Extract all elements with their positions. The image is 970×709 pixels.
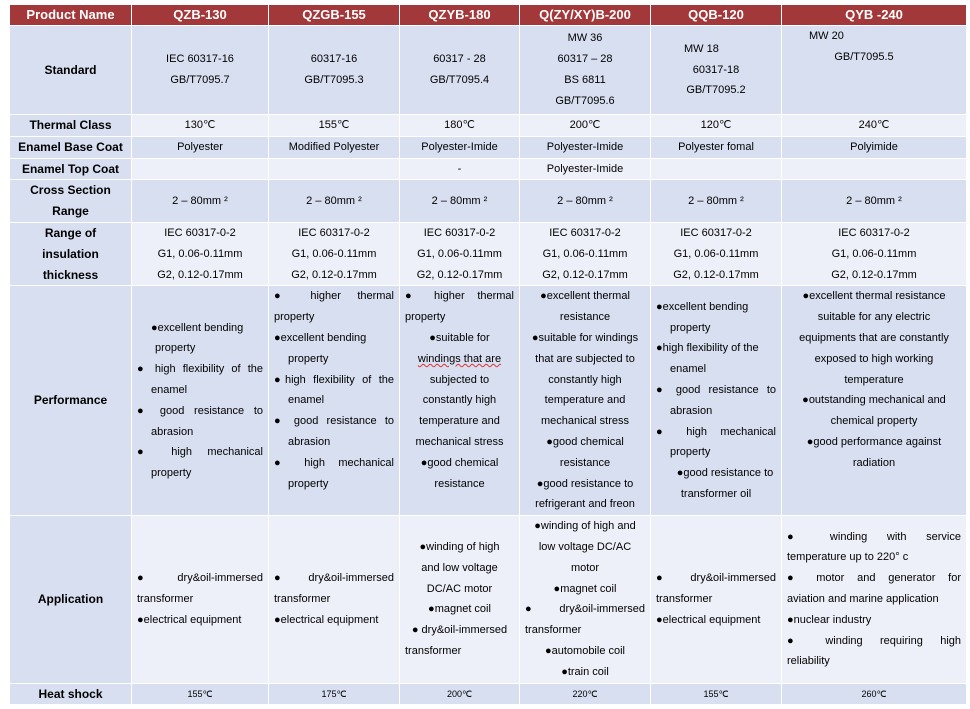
perf-line: property [288, 477, 329, 490]
header-qzyb-200: Q(ZY/XY)B-200 [520, 5, 651, 26]
cross-section-cell: 2 – 80mm ² [782, 180, 967, 223]
thermal-class-cell: 155℃ [269, 115, 400, 137]
perf-line: ● high mechanical [656, 425, 776, 438]
row-label-application: Application [10, 516, 132, 683]
heat-shock-cell: 175℃ [269, 683, 400, 705]
insulation-cell [520, 222, 651, 285]
standard-line: GB/T7095.7 [170, 74, 230, 86]
perf-line: ●excellent bending [656, 300, 749, 313]
row-label-heat-shock: Heat shock [10, 683, 132, 705]
perf-line: property [670, 321, 711, 334]
cross-section-cell: 2 – 80mm ² [520, 180, 651, 223]
perf-line: resistance [559, 311, 611, 324]
row-label-line: Range of [44, 225, 97, 240]
row-label-line: Cross Section [30, 183, 111, 198]
top-coat-cell [782, 158, 967, 180]
perf-line: ●outstanding mechanical and [802, 394, 946, 407]
standard-line: GB/T7095.3 [304, 74, 364, 86]
perf-line: abrasion [288, 435, 331, 448]
insulation-cell [651, 222, 782, 285]
thermal-class-cell: 180℃ [400, 115, 520, 137]
header-qqb-120: QQB-120 [651, 5, 782, 26]
app-line: ●magnet coil [428, 603, 491, 616]
perf-line: suitable for any electric [817, 311, 931, 324]
perf-line: that are subjected to [535, 352, 635, 365]
insulation-line: IEC 60317-0-2 [423, 226, 496, 239]
app-line: DC/AC motor [426, 582, 493, 595]
perf-line: ●suitable for [429, 331, 490, 344]
app-line: ●electrical equipment [656, 613, 761, 626]
app-line: transformer [405, 644, 462, 657]
performance-cell [782, 286, 967, 516]
application-cell [782, 516, 967, 683]
insulation-cell [132, 222, 269, 285]
perf-line: resistance [434, 477, 485, 490]
perf-line: subjected to [429, 373, 490, 386]
header-qzyb-180: QZYB-180 [400, 5, 520, 26]
standard-line: GB/T7095.6 [555, 94, 615, 107]
top-coat-cell: - [400, 158, 520, 180]
thermal-class-cell: 200℃ [520, 115, 651, 137]
insulation-line: G1, 0.06-0.11mm [673, 247, 759, 260]
standard-line: 60317-18 [692, 63, 740, 76]
row-label-line: Range [52, 204, 89, 219]
app-line: aviation and marine application [787, 592, 939, 605]
standard-cell [400, 26, 520, 115]
insulation-line: G1, 0.06-0.11mm [831, 247, 917, 260]
perf-line: mechanical stress [540, 415, 630, 428]
app-line: ●nuclear industry [787, 613, 872, 626]
perf-line: abrasion [151, 425, 194, 438]
perf-line: ●good performance against [806, 435, 942, 448]
header-qzb-130: QZB-130 [132, 5, 269, 26]
heat-shock-row [10, 683, 967, 705]
standard-line: MW 36 [567, 32, 603, 45]
base-coat-cell: Polyester [132, 136, 269, 158]
insulation-line: G1, 0.06-0.11mm [542, 247, 628, 260]
app-line: ● dry&oil-immersed [656, 572, 776, 585]
perf-line: radiation [852, 456, 896, 469]
app-line: ● dry&oil-immersed [274, 572, 394, 585]
perf-line: ● higher thermal [405, 290, 514, 303]
top-coat-cell [269, 158, 400, 180]
perf-line: chemical property [830, 415, 918, 428]
app-line: motor [570, 561, 600, 574]
standard-line: MW 18 [684, 42, 719, 55]
cross-section-cell: 2 – 80mm ² [400, 180, 520, 223]
application-cell [132, 516, 269, 683]
standard-line: 60317-16 [310, 53, 358, 66]
perf-line: enamel [288, 394, 325, 407]
perf-line: ● good resistance to [274, 415, 394, 428]
app-line: transformer [274, 592, 331, 605]
perf-line: constantly high [548, 373, 622, 386]
perf-line: ●good resistance to [676, 467, 774, 480]
heat-shock-cell: 220℃ [520, 683, 651, 705]
perf-line: constantly high [422, 394, 497, 407]
standard-line: GB/T7095.2 [686, 84, 746, 97]
standard-row [10, 26, 967, 115]
heat-shock-cell: 155℃ [651, 683, 782, 705]
insulation-cell [269, 222, 400, 285]
thermal-class-cell: 130℃ [132, 115, 269, 137]
perf-line: ●good chemical [546, 435, 624, 448]
performance-cell [400, 286, 520, 516]
perf-line: ●excellent thermal [540, 290, 630, 303]
product-spec-table [9, 4, 967, 705]
application-row [10, 516, 967, 683]
standard-line: BS 6811 [564, 74, 606, 86]
standard-line: MW 20 [809, 30, 844, 42]
app-line: ●magnet coil [553, 582, 617, 595]
perf-line: temperature and [544, 394, 626, 407]
cross-section-row [10, 180, 967, 223]
application-cell [269, 516, 400, 683]
heat-shock-cell: 155℃ [132, 683, 269, 705]
app-line: ● motor and generator for [787, 572, 961, 585]
app-line: ●winding of high [419, 540, 500, 553]
header-product-name: Product Name [10, 5, 132, 26]
application-cell [651, 516, 782, 683]
insulation-line: G2, 0.12-0.17mm [831, 268, 917, 281]
perf-line: ●excellent bending [151, 321, 244, 334]
performance-cell [520, 286, 651, 516]
perf-line: ● high mechanical [274, 456, 394, 469]
heat-shock-cell: 260℃ [782, 683, 967, 705]
perf-line: ●high flexibility of the [274, 373, 394, 386]
perf-line: property [405, 311, 446, 324]
insulation-line: IEC 60317-0-2 [549, 226, 621, 239]
perf-line: ● high flexibility of the [137, 363, 263, 376]
app-line: and low voltage [421, 561, 498, 574]
app-line: ●electrical equipment [274, 613, 379, 626]
perf-line: ●good resistance to [536, 477, 634, 490]
header-qzgb-155: QZGB-155 [269, 5, 400, 26]
app-line: transformer [137, 592, 194, 605]
perf-line: property [155, 342, 196, 355]
insulation-line: G1, 0.06-0.11mm [291, 247, 377, 260]
base-coat-cell: Polyester fomal [651, 136, 782, 158]
app-line: ● dry&oil-immersed [525, 603, 645, 616]
app-line: ● winding with service [787, 530, 961, 543]
standard-cell [782, 26, 967, 115]
cross-section-cell: 2 – 80mm ² [269, 180, 400, 223]
perf-line: transformer oil [680, 487, 752, 500]
insulation-cell [400, 222, 520, 285]
row-label-performance: Performance [10, 286, 132, 516]
base-coat-cell: Modified Polyester [269, 136, 400, 158]
insulation-line: G1, 0.06-0.11mm [157, 247, 243, 260]
perf-line: ● good resistance to [656, 383, 776, 396]
perf-line: property [288, 352, 329, 365]
insulation-cell [782, 222, 967, 285]
base-coat-cell: Polyester-Imide [520, 136, 651, 158]
perf-line: exposed to high working [814, 352, 934, 365]
insulation-line: IEC 60317-0-2 [164, 226, 236, 239]
base-coat-cell: Polyester-Imide [400, 136, 520, 158]
perf-line: refrigerant and freon [535, 498, 635, 511]
standard-cell [651, 26, 782, 115]
application-cell [400, 516, 520, 683]
perf-line: equipments that are constantly [799, 331, 949, 344]
perf-line: ●good chemical [420, 456, 499, 469]
standard-line: IEC 60317-16 [166, 53, 234, 66]
heat-shock-cell: 200℃ [400, 683, 520, 705]
app-line: low voltage DC/AC [538, 540, 632, 553]
insulation-line: IEC 60317-0-2 [680, 226, 752, 239]
thermal-class-row [10, 115, 967, 137]
row-label-thermal-class: Thermal Class [10, 115, 132, 137]
app-line: ●winding of high and [534, 520, 636, 533]
perf-line: ● higher thermal [274, 290, 394, 303]
app-line: ●electrical equipment [137, 613, 242, 626]
app-line: transformer [656, 592, 713, 605]
application-cell [520, 516, 651, 683]
app-line: transformer [525, 624, 582, 637]
standard-line: 60317 - 28 [433, 53, 486, 66]
base-coat-row [10, 136, 967, 158]
performance-cell [269, 286, 400, 516]
insulation-line: G2, 0.12-0.17mm [416, 268, 503, 281]
insulation-line: G2, 0.12-0.17mm [542, 268, 628, 281]
app-line: ● dry&oil-immersed [137, 572, 263, 585]
row-label-top-coat: Enamel Top Coat [10, 158, 132, 180]
cross-section-cell: 2 – 80mm ² [651, 180, 782, 223]
perf-line: property [670, 446, 711, 459]
row-label-base-coat: Enamel Base Coat [10, 136, 132, 158]
perf-line: ●high flexibility of the [656, 342, 759, 355]
insulation-line: IEC 60317-0-2 [838, 226, 910, 239]
insulation-line: IEC 60317-0-2 [298, 226, 370, 239]
standard-line: GB/T7095.4 [429, 74, 490, 86]
top-coat-row [10, 158, 967, 180]
thermal-class-cell: 120℃ [651, 115, 782, 137]
top-coat-cell [651, 158, 782, 180]
insulation-line: G2, 0.12-0.17mm [673, 268, 759, 281]
perf-line: resistance [559, 456, 611, 469]
top-coat-cell: Polyester-Imide [520, 158, 651, 180]
header-row [10, 5, 967, 26]
perf-line: temperature [844, 373, 904, 386]
perf-line: ●excellent thermal resistance [802, 290, 946, 303]
performance-cell [651, 286, 782, 516]
row-label-line: thickness [42, 267, 99, 282]
insulation-line: G1, 0.06-0.11mm [417, 247, 502, 260]
cross-section-cell: 2 – 80mm ² [132, 180, 269, 223]
perf-line: ●suitable for windings [531, 331, 639, 344]
base-coat-cell: Polyimide [782, 136, 967, 158]
perf-line: ● high mechanical [137, 446, 263, 459]
row-label-insulation [10, 222, 132, 285]
app-line: ●train coil [561, 665, 609, 678]
perf-line: windings that are [417, 352, 502, 365]
perf-line: ● good resistance to [137, 404, 263, 417]
perf-line: property [151, 467, 192, 480]
perf-line: enamel [151, 383, 188, 396]
standard-cell [269, 26, 400, 115]
standard-line: 60317 – 28 [557, 53, 613, 66]
app-line: ● winding requiring high [787, 634, 961, 647]
row-label-line: insulation [42, 246, 99, 261]
perf-line: enamel [670, 363, 707, 376]
thermal-class-cell: 240℃ [782, 115, 967, 137]
performance-cell [132, 286, 269, 516]
row-label-standard: Standard [10, 26, 132, 115]
performance-row [10, 286, 967, 516]
perf-line: mechanical stress [415, 435, 504, 448]
insulation-line: G2, 0.12-0.17mm [291, 268, 377, 281]
perf-line: abrasion [670, 404, 713, 417]
standard-cell [132, 26, 269, 115]
perf-line: temperature and [419, 415, 500, 428]
app-line: ●automobile coil [544, 644, 626, 657]
app-line: temperature up to 220° c [787, 551, 909, 564]
row-label-cross-section [10, 180, 132, 223]
perf-line: ●excellent bending [274, 331, 367, 344]
app-line: reliability [787, 655, 830, 668]
standard-line: GB/T7095.5 [834, 50, 894, 63]
top-coat-cell [132, 158, 269, 180]
insulation-line: G2, 0.12-0.17mm [157, 268, 243, 281]
perf-line: property [274, 311, 315, 324]
standard-cell [520, 26, 651, 115]
insulation-row [10, 222, 967, 285]
header-qyb-240: QYB -240 [782, 5, 967, 26]
app-line: ● dry&oil-immersed [411, 624, 508, 637]
